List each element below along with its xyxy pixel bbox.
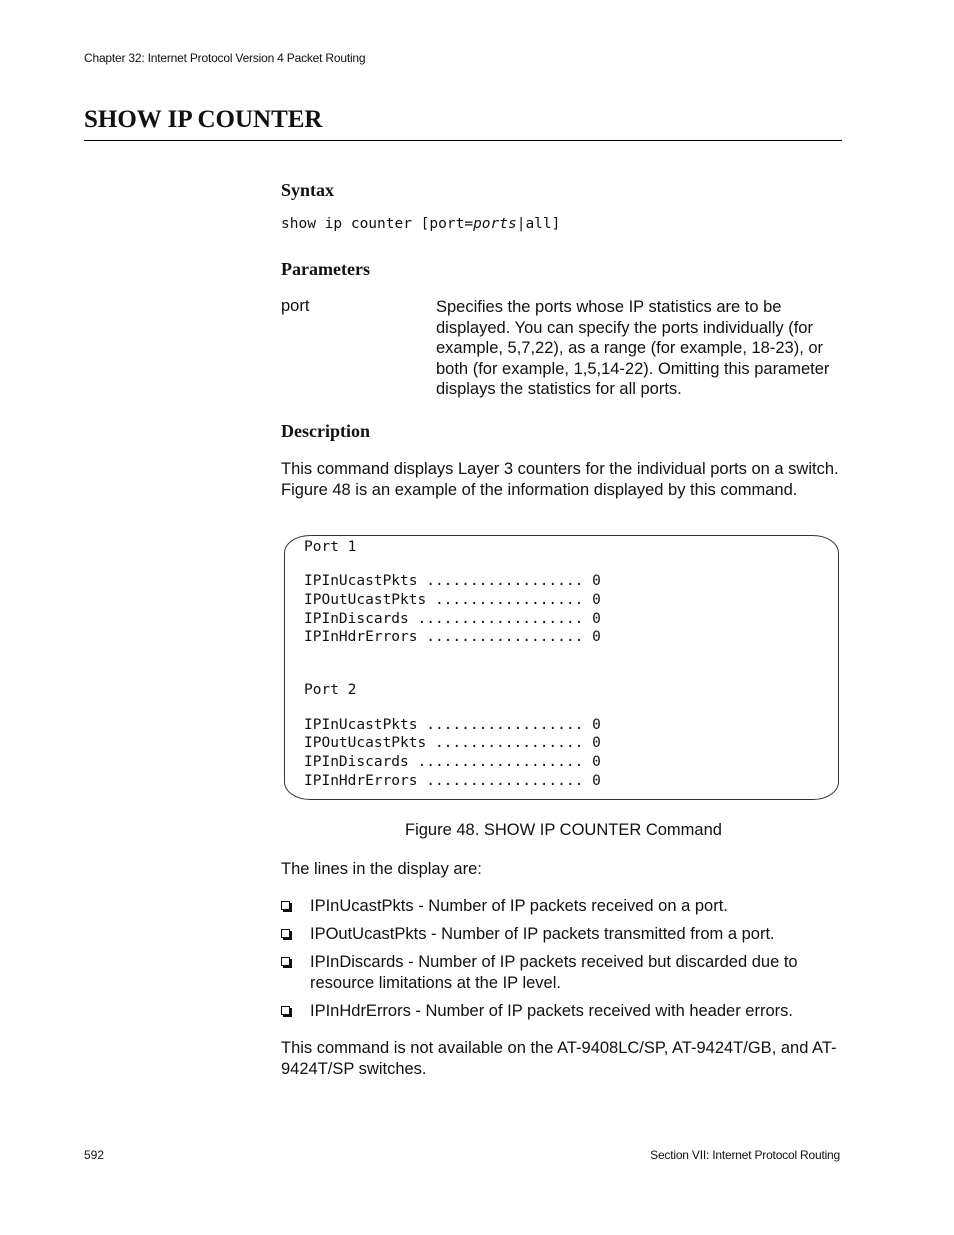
parameters-heading: Parameters <box>281 259 370 279</box>
description-text: This command displays Layer 3 counters for the individual ports on a switch. Figure 48 is an example of the information displayed by this command. <box>281 460 839 499</box>
parameter-description: Specifies the ports whose IP statistics are to be displayed. You can specify the ports individually (for example, 5,7,22), as a range (for example, 18-23), or both (for example, 1,5,14-22). Omitting this parameter displays the statistics for all ports. <box>436 298 830 398</box>
availability-note: This command is not available on the AT-9408LC/SP, AT-9424T/GB, and AT-9424T/SP switches. <box>281 1039 837 1078</box>
syntax-param: ports <box>473 216 517 232</box>
figure-line: Port 1 <box>304 539 357 555</box>
bullet-text: IPInHdrErrors - Number of IP packets received with header errors. <box>310 1002 793 1020</box>
section-footer: Section VII: Internet Protocol Routing <box>650 1148 840 1162</box>
bullet-text: IPInDiscards - Number of IP packets received but discarded due to resource limitations at the IP level. <box>310 953 798 992</box>
chapter-header: Chapter 32: Internet Protocol Version 4 Packet Routing <box>84 51 366 65</box>
figure-line: IPInUcastPkts .................. 0 <box>304 717 601 733</box>
figure-line: IPInDiscards ................... 0 <box>304 754 601 770</box>
figure-caption: Figure 48. SHOW IP COUNTER Command <box>405 821 722 839</box>
description-heading: Description <box>281 421 370 441</box>
checkbox-bullet-icon <box>281 929 290 938</box>
checkbox-bullet-icon <box>281 901 290 910</box>
checkbox-bullet-icon <box>281 957 290 966</box>
syntax-heading: Syntax <box>281 180 335 200</box>
syntax-command <box>281 216 560 232</box>
figure-line: IPInUcastPkts .................. 0 <box>304 573 601 589</box>
syntax-suffix: |all] <box>516 216 561 232</box>
figure-line: IPInHdrErrors .................. 0 <box>304 629 601 645</box>
syntax-prefix: show ip counter [port= <box>281 216 474 232</box>
checkbox-bullet-icon <box>281 1006 290 1015</box>
figure-line: IPOutUcastPkts ................. 0 <box>304 735 601 751</box>
figure-line: IPInHdrErrors .................. 0 <box>304 773 601 789</box>
parameter-name: port <box>281 297 310 315</box>
page-number: 592 <box>84 1148 105 1162</box>
bullet-text: IPOutUcastPkts - Number of IP packets transmitted from a port. <box>310 925 775 943</box>
lines-intro: The lines in the display are: <box>281 860 482 878</box>
figure-line: IPInDiscards ................... 0 <box>304 611 601 627</box>
bullet-text: IPInUcastPkts - Number of IP packets received on a port. <box>310 897 728 915</box>
page-title: SHOW IP COUNTER <box>84 106 842 141</box>
figure-line: IPOutUcastPkts ................. 0 <box>304 592 601 608</box>
figure-line: Port 2 <box>304 682 357 698</box>
